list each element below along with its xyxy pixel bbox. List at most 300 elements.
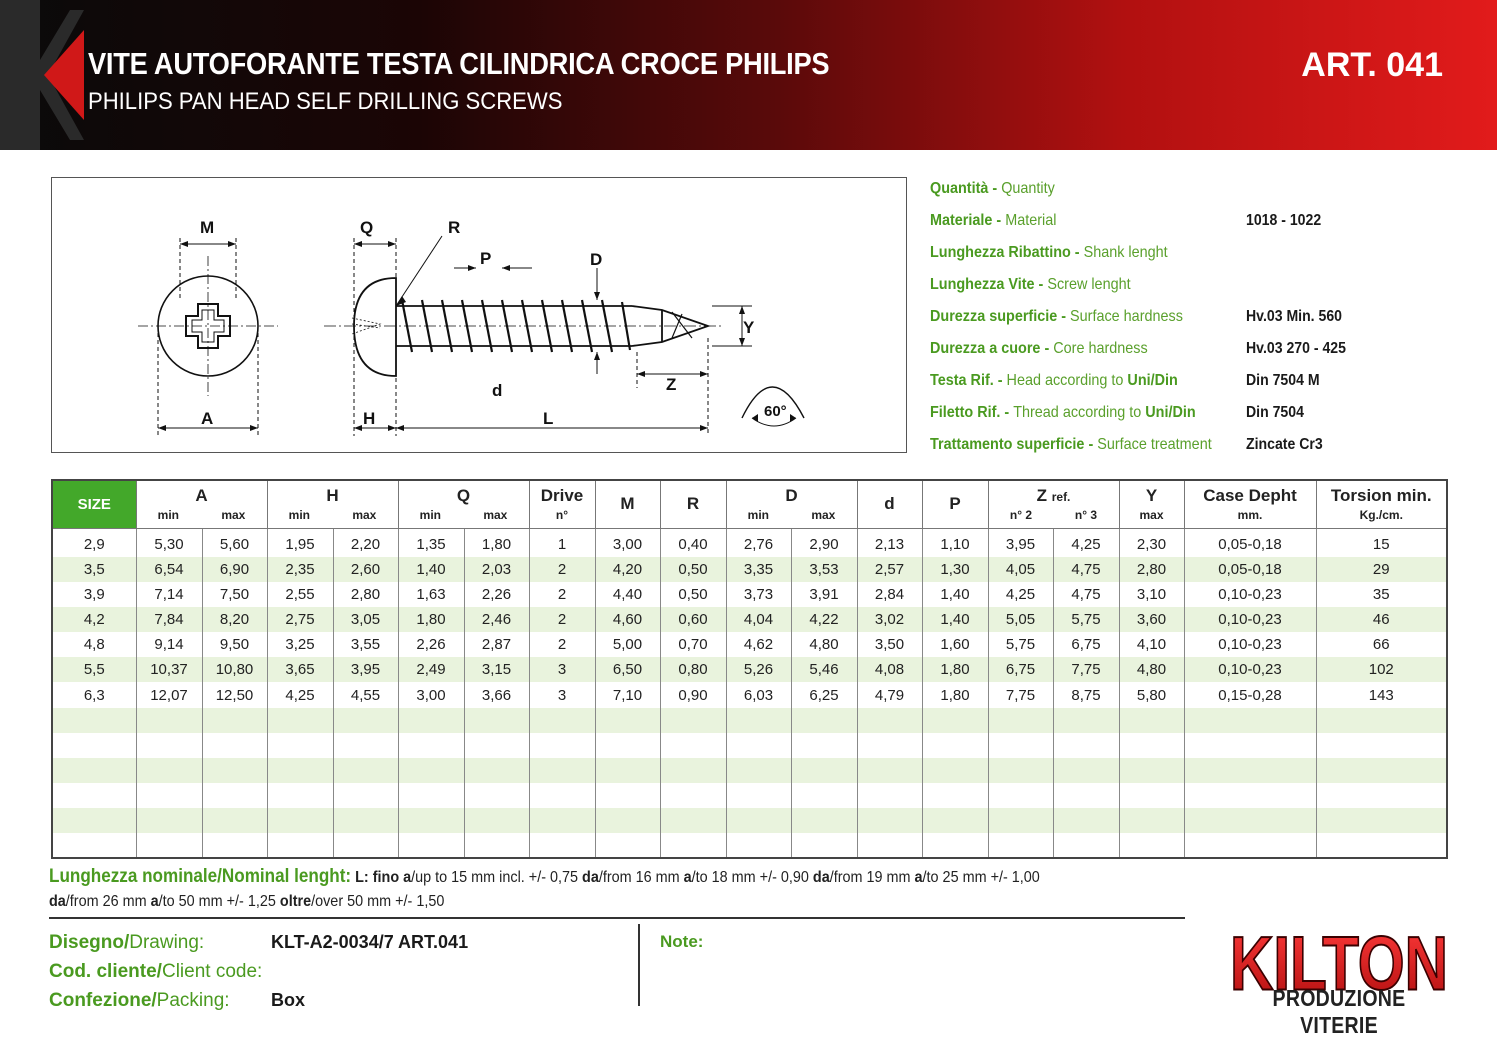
table-cell: 1,40	[398, 557, 464, 582]
table-cell	[136, 758, 202, 783]
header-P: P	[922, 480, 988, 528]
table-body	[52, 528, 1447, 858]
table-cell: 46	[1316, 607, 1447, 632]
table-cell: 2,60	[333, 557, 398, 582]
table-cell	[857, 783, 922, 808]
spec-material: Materiale - Material 1018 - 1022	[930, 212, 1322, 229]
table-cell: 2,26	[464, 582, 529, 607]
table-cell: 2,49	[398, 657, 464, 682]
table-cell: 9,50	[202, 632, 267, 657]
table-cell: 5,00	[595, 632, 660, 657]
table-cell	[202, 783, 267, 808]
table-cell	[136, 733, 202, 758]
table-cell: 7,50	[202, 582, 267, 607]
table-cell	[988, 708, 1053, 733]
table-cell: 12,07	[136, 682, 202, 707]
footer-packing: Confezione/Packing: Box	[49, 990, 306, 1011]
table-cell	[136, 808, 202, 833]
table-cell	[464, 708, 529, 733]
table-cell: 4,79	[857, 682, 922, 707]
table-cell: 7,10	[595, 682, 660, 707]
footer-drawing: Disegno/Drawing: KLT-A2-0034/7 ART.041	[49, 932, 469, 953]
table-cell: 5,75	[1053, 607, 1119, 632]
table-cell	[595, 733, 660, 758]
table-cell: 8,75	[1053, 682, 1119, 707]
table-cell: 2,13	[857, 528, 922, 557]
table-cell: 2	[529, 557, 595, 582]
table-cell	[267, 833, 333, 858]
table-cell: 0,40	[660, 528, 726, 557]
table-cell: 0,90	[660, 682, 726, 707]
table-cell: 0,50	[660, 557, 726, 582]
table-row	[52, 783, 1447, 808]
table-row	[52, 733, 1447, 758]
table-cell: 4,10	[1119, 632, 1184, 657]
table-cell: 4,75	[1053, 582, 1119, 607]
table-cell: 0,15-0,28	[1184, 682, 1316, 707]
table-cell: 4,25	[1053, 528, 1119, 557]
table-cell	[202, 733, 267, 758]
table-cell	[726, 833, 791, 858]
table-cell: 4,55	[333, 682, 398, 707]
table-cell: 6,03	[726, 682, 791, 707]
label-L: L	[543, 409, 554, 428]
table-cell: 10,80	[202, 657, 267, 682]
table-cell: 2,84	[857, 582, 922, 607]
table-cell: 2,03	[464, 557, 529, 582]
spec-thread-standard: Filetto Rif. - Thread according to Uni/Din Din 7504	[930, 404, 1304, 421]
table-cell: 5,75	[988, 632, 1053, 657]
header-torsion: Torsion min. Kg./cm.	[1316, 480, 1447, 528]
table-cell	[529, 783, 595, 808]
table-cell: 3,95	[333, 657, 398, 682]
table-cell: 4,20	[595, 557, 660, 582]
table-cell	[267, 733, 333, 758]
table-cell: 4,25	[988, 582, 1053, 607]
table-cell	[333, 833, 398, 858]
table-cell	[464, 783, 529, 808]
table-cell: 6,25	[791, 682, 857, 707]
table-cell: 3,02	[857, 607, 922, 632]
table-cell	[660, 708, 726, 733]
table-cell: 3,53	[791, 557, 857, 582]
table-row	[52, 582, 1447, 607]
table-row	[52, 758, 1447, 783]
table-cell: 3,00	[398, 682, 464, 707]
table-cell	[333, 808, 398, 833]
table-row	[52, 833, 1447, 858]
table-cell: 3,91	[791, 582, 857, 607]
table-cell: 1,30	[922, 557, 988, 582]
table-cell: 0,80	[660, 657, 726, 682]
table-cell	[857, 733, 922, 758]
table-cell	[1316, 733, 1447, 758]
table-cell: 1	[529, 528, 595, 557]
screw-head-top-view	[138, 238, 278, 436]
table-cell	[595, 708, 660, 733]
table-cell: 2,80	[333, 582, 398, 607]
header-M: M	[595, 480, 660, 528]
table-cell: 5,05	[988, 607, 1053, 632]
title-english: PHILIPS PAN HEAD SELF DRILLING SCREWS	[88, 88, 563, 115]
table-cell	[988, 808, 1053, 833]
table-cell: 2,87	[464, 632, 529, 657]
table-cell: 6,75	[1053, 632, 1119, 657]
label-D: D	[590, 250, 603, 269]
table-row	[52, 808, 1447, 833]
table-cell: 3,73	[726, 582, 791, 607]
table-cell: 4,2	[52, 607, 136, 632]
table-cell: 2,75	[267, 607, 333, 632]
table-cell	[1184, 833, 1316, 858]
table-cell: 2,30	[1119, 528, 1184, 557]
title-italian: VITE AUTOFORANTE TESTA CILINDRICA CROCE PHILIPS	[88, 46, 830, 81]
table-cell	[660, 833, 726, 858]
table-cell	[1053, 808, 1119, 833]
table-cell	[857, 808, 922, 833]
table-cell: 0,10-0,23	[1184, 632, 1316, 657]
header-A: A min max	[136, 480, 267, 528]
table-cell: 3,66	[464, 682, 529, 707]
table-cell: 29	[1316, 557, 1447, 582]
table-row	[52, 708, 1447, 733]
table-cell	[1316, 808, 1447, 833]
table-cell: 102	[1316, 657, 1447, 682]
table-cell	[726, 733, 791, 758]
table-cell	[52, 758, 136, 783]
label-Z: Z	[666, 375, 677, 394]
table-cell: 7,75	[1053, 657, 1119, 682]
table-cell	[857, 833, 922, 858]
table-cell	[398, 808, 464, 833]
table-cell: 1,80	[398, 607, 464, 632]
table-cell: 5,60	[202, 528, 267, 557]
table-cell	[1119, 808, 1184, 833]
table-cell	[791, 808, 857, 833]
table-cell	[136, 833, 202, 858]
table-cell: 6,90	[202, 557, 267, 582]
table-cell: 1,10	[922, 528, 988, 557]
table-cell	[595, 758, 660, 783]
table-cell	[726, 708, 791, 733]
table-cell	[52, 783, 136, 808]
table-cell	[202, 708, 267, 733]
table-cell: 7,14	[136, 582, 202, 607]
table-cell: 4,8	[52, 632, 136, 657]
label-d: d	[492, 381, 503, 400]
header-D: D min max	[726, 480, 857, 528]
table-cell	[595, 783, 660, 808]
table-cell: 2,26	[398, 632, 464, 657]
spec-surface-hardness: Durezza superficie - Surface hardness Hv.03 Min. 560	[930, 308, 1343, 325]
table-cell: 3,25	[267, 632, 333, 657]
table-row	[52, 607, 1447, 632]
table-cell	[529, 758, 595, 783]
table-cell: 3,5	[52, 557, 136, 582]
table-cell	[595, 833, 660, 858]
label-angle: 60°	[764, 403, 787, 420]
table-cell: 12,50	[202, 682, 267, 707]
table-cell	[398, 733, 464, 758]
table-cell: 2	[529, 632, 595, 657]
table-cell	[922, 808, 988, 833]
table-cell: 2,46	[464, 607, 529, 632]
table-cell	[1184, 708, 1316, 733]
table-cell	[791, 783, 857, 808]
table-cell: 3,35	[726, 557, 791, 582]
table-cell: 0,10-0,23	[1184, 582, 1316, 607]
table-cell: 2,20	[333, 528, 398, 557]
table-cell: 2,76	[726, 528, 791, 557]
brand-subtitle: PRODUZIONE VITERIE	[1272, 985, 1406, 1038]
label-Y: Y	[743, 318, 755, 337]
table-cell: 6,75	[988, 657, 1053, 682]
table-cell	[922, 783, 988, 808]
table-cell	[52, 708, 136, 733]
table-cell: 0,60	[660, 607, 726, 632]
footer-vertical-divider	[638, 924, 640, 1006]
table-cell: 1,80	[464, 528, 529, 557]
table-cell: 1,35	[398, 528, 464, 557]
table-cell: 3	[529, 657, 595, 682]
table-cell	[791, 833, 857, 858]
table-cell: 4,62	[726, 632, 791, 657]
table-cell	[1184, 733, 1316, 758]
table-cell	[1053, 708, 1119, 733]
table-cell: 3	[529, 682, 595, 707]
table-cell: 0,10-0,23	[1184, 657, 1316, 682]
table-cell: 0,10-0,23	[1184, 607, 1316, 632]
article-number: ART. 041	[1301, 46, 1443, 84]
specifications-list	[930, 177, 1470, 465]
table-cell: 1,40	[922, 582, 988, 607]
table-cell: 66	[1316, 632, 1447, 657]
table-cell: 0,05-0,18	[1184, 557, 1316, 582]
table-cell	[726, 758, 791, 783]
table-cell	[1119, 733, 1184, 758]
table-cell: 4,04	[726, 607, 791, 632]
table-cell	[857, 708, 922, 733]
header-Q: Q min max	[398, 480, 529, 528]
table-cell: 3,65	[267, 657, 333, 682]
table-cell: 2,9	[52, 528, 136, 557]
table-cell	[1119, 708, 1184, 733]
table-cell	[529, 733, 595, 758]
table-cell	[398, 708, 464, 733]
table-cell: 6,54	[136, 557, 202, 582]
header-R: R	[660, 480, 726, 528]
footer-note: Note:	[660, 932, 704, 951]
table-cell	[398, 783, 464, 808]
table-cell: 4,22	[791, 607, 857, 632]
table-cell: 0,05-0,18	[1184, 528, 1316, 557]
table-cell	[857, 758, 922, 783]
table-cell: 15	[1316, 528, 1447, 557]
table-cell: 3,95	[988, 528, 1053, 557]
table-cell: 3,9	[52, 582, 136, 607]
table-cell: 0,70	[660, 632, 726, 657]
spec-core-hardness: Durezza a cuore - Core hardness Hv.03 270 - 425	[930, 340, 1346, 357]
table-cell	[1316, 708, 1447, 733]
table-cell: 5,5	[52, 657, 136, 682]
table-cell: 3,05	[333, 607, 398, 632]
table-cell	[1053, 733, 1119, 758]
table-cell	[1053, 758, 1119, 783]
table-cell	[1184, 758, 1316, 783]
table-cell: 4,75	[1053, 557, 1119, 582]
table-cell: 4,60	[595, 607, 660, 632]
table-cell: 4,80	[791, 632, 857, 657]
table-cell	[791, 708, 857, 733]
table-cell: 1,80	[922, 682, 988, 707]
table-cell	[52, 833, 136, 858]
table-cell: 2,80	[1119, 557, 1184, 582]
table-cell: 5,46	[791, 657, 857, 682]
footer-client-code: Cod. cliente/Client code:	[49, 961, 263, 982]
table-cell	[1053, 833, 1119, 858]
spec-surface-treatment: Trattamento superficie - Surface treatment Zincate Cr3	[930, 436, 1323, 453]
table-cell: 3,15	[464, 657, 529, 682]
table-cell: 4,08	[857, 657, 922, 682]
table-cell	[529, 833, 595, 858]
table-cell	[464, 808, 529, 833]
label-M: M	[200, 218, 215, 237]
table-cell: 4,05	[988, 557, 1053, 582]
table-cell	[988, 783, 1053, 808]
table-cell	[922, 758, 988, 783]
nominal-length-note: Lunghezza nominale/Nominal lenght: L: fino a/up to 15 mm incl. +/- 0,75 da/from 16 mm a/to 18 mm +/- 0,90 da/from 19 mm a/to 25 mm +/- 1,00 da/from 26 mm a/to 50 mm +/- 1,25 oltre/over 50 mm +/- 1,50	[49, 866, 1040, 910]
table-cell	[267, 783, 333, 808]
table-cell	[660, 783, 726, 808]
brand-name: KILTON	[1230, 921, 1448, 1007]
table-cell: 5,30	[136, 528, 202, 557]
table-cell: 6,3	[52, 682, 136, 707]
spec-head-standard: Testa Rif. - Head according to Uni/Din Din 7504 M	[930, 372, 1320, 389]
table-cell	[988, 758, 1053, 783]
header-banner	[0, 0, 1497, 150]
table-cell: 3,00	[595, 528, 660, 557]
table-cell: 1,60	[922, 632, 988, 657]
spec-screw-length: Lunghezza Vite - Screw lenght	[930, 276, 1131, 293]
table-cell	[464, 833, 529, 858]
label-H: H	[363, 409, 376, 428]
header-Y: Y max	[1119, 480, 1184, 528]
label-P: P	[480, 249, 492, 268]
table-cell	[529, 808, 595, 833]
table-cell	[660, 758, 726, 783]
table-cell	[922, 708, 988, 733]
table-cell	[1119, 783, 1184, 808]
table-cell	[1053, 783, 1119, 808]
table-cell: 3,60	[1119, 607, 1184, 632]
table-cell	[333, 708, 398, 733]
table-cell: 5,26	[726, 657, 791, 682]
table-cell	[267, 708, 333, 733]
table-cell	[136, 708, 202, 733]
table-cell	[988, 733, 1053, 758]
table-row	[52, 682, 1447, 707]
header-d: d	[857, 480, 922, 528]
table-cell	[660, 733, 726, 758]
table-cell: 1,80	[922, 657, 988, 682]
header-Z: Z ref. n° 2 n° 3	[988, 480, 1119, 528]
table-cell: 4,40	[595, 582, 660, 607]
table-cell	[791, 758, 857, 783]
table-cell: 5,80	[1119, 682, 1184, 707]
table-cell	[1184, 783, 1316, 808]
table-cell: 1,63	[398, 582, 464, 607]
technical-drawing	[51, 177, 907, 453]
table-cell	[333, 783, 398, 808]
table-cell	[595, 808, 660, 833]
table-cell: 0,50	[660, 582, 726, 607]
dimensions-table	[51, 479, 1448, 859]
table-cell: 2,55	[267, 582, 333, 607]
table-cell	[922, 733, 988, 758]
table-cell	[267, 758, 333, 783]
header-case-depth: Case Depht mm.	[1184, 480, 1316, 528]
table-cell: 1,95	[267, 528, 333, 557]
table-cell	[529, 708, 595, 733]
table-cell: 3,10	[1119, 582, 1184, 607]
table-cell: 3,55	[333, 632, 398, 657]
table-cell	[464, 758, 529, 783]
kilton-k-logo-icon	[0, 0, 84, 150]
spec-shank-length: Lunghezza Ribattino - Shank lenght	[930, 244, 1168, 261]
table-cell	[398, 833, 464, 858]
label-R: R	[448, 218, 461, 237]
table-cell: 2,90	[791, 528, 857, 557]
table-cell: 8,20	[202, 607, 267, 632]
table-cell: 6,50	[595, 657, 660, 682]
table-row	[52, 632, 1447, 657]
table-cell	[1184, 808, 1316, 833]
spec-quantity: Quantità - Quantity	[930, 180, 1055, 197]
table-cell	[726, 783, 791, 808]
table-cell: 2	[529, 607, 595, 632]
table-cell: 2,35	[267, 557, 333, 582]
table-cell	[136, 783, 202, 808]
table-cell	[1119, 758, 1184, 783]
table-cell	[333, 733, 398, 758]
table-cell	[52, 808, 136, 833]
table-row	[52, 657, 1447, 682]
table-cell	[1316, 833, 1447, 858]
table-cell	[726, 808, 791, 833]
header-drive: Drive n°	[529, 480, 595, 528]
table-cell: 1,40	[922, 607, 988, 632]
table-cell: 4,80	[1119, 657, 1184, 682]
table-cell	[202, 808, 267, 833]
table-row	[52, 528, 1447, 557]
table-cell: 3,50	[857, 632, 922, 657]
table-cell: 143	[1316, 682, 1447, 707]
table-cell	[464, 733, 529, 758]
table-cell	[660, 808, 726, 833]
table-cell: 10,37	[136, 657, 202, 682]
table-cell	[267, 808, 333, 833]
table-cell	[1316, 783, 1447, 808]
table-cell	[988, 833, 1053, 858]
header-H: H min max	[267, 480, 398, 528]
table-cell	[202, 758, 267, 783]
table-cell	[922, 833, 988, 858]
table-cell: 9,14	[136, 632, 202, 657]
footer-divider	[49, 917, 1185, 919]
label-Q: Q	[360, 218, 374, 237]
header-size: SIZE	[52, 480, 136, 528]
label-A: A	[201, 409, 214, 428]
